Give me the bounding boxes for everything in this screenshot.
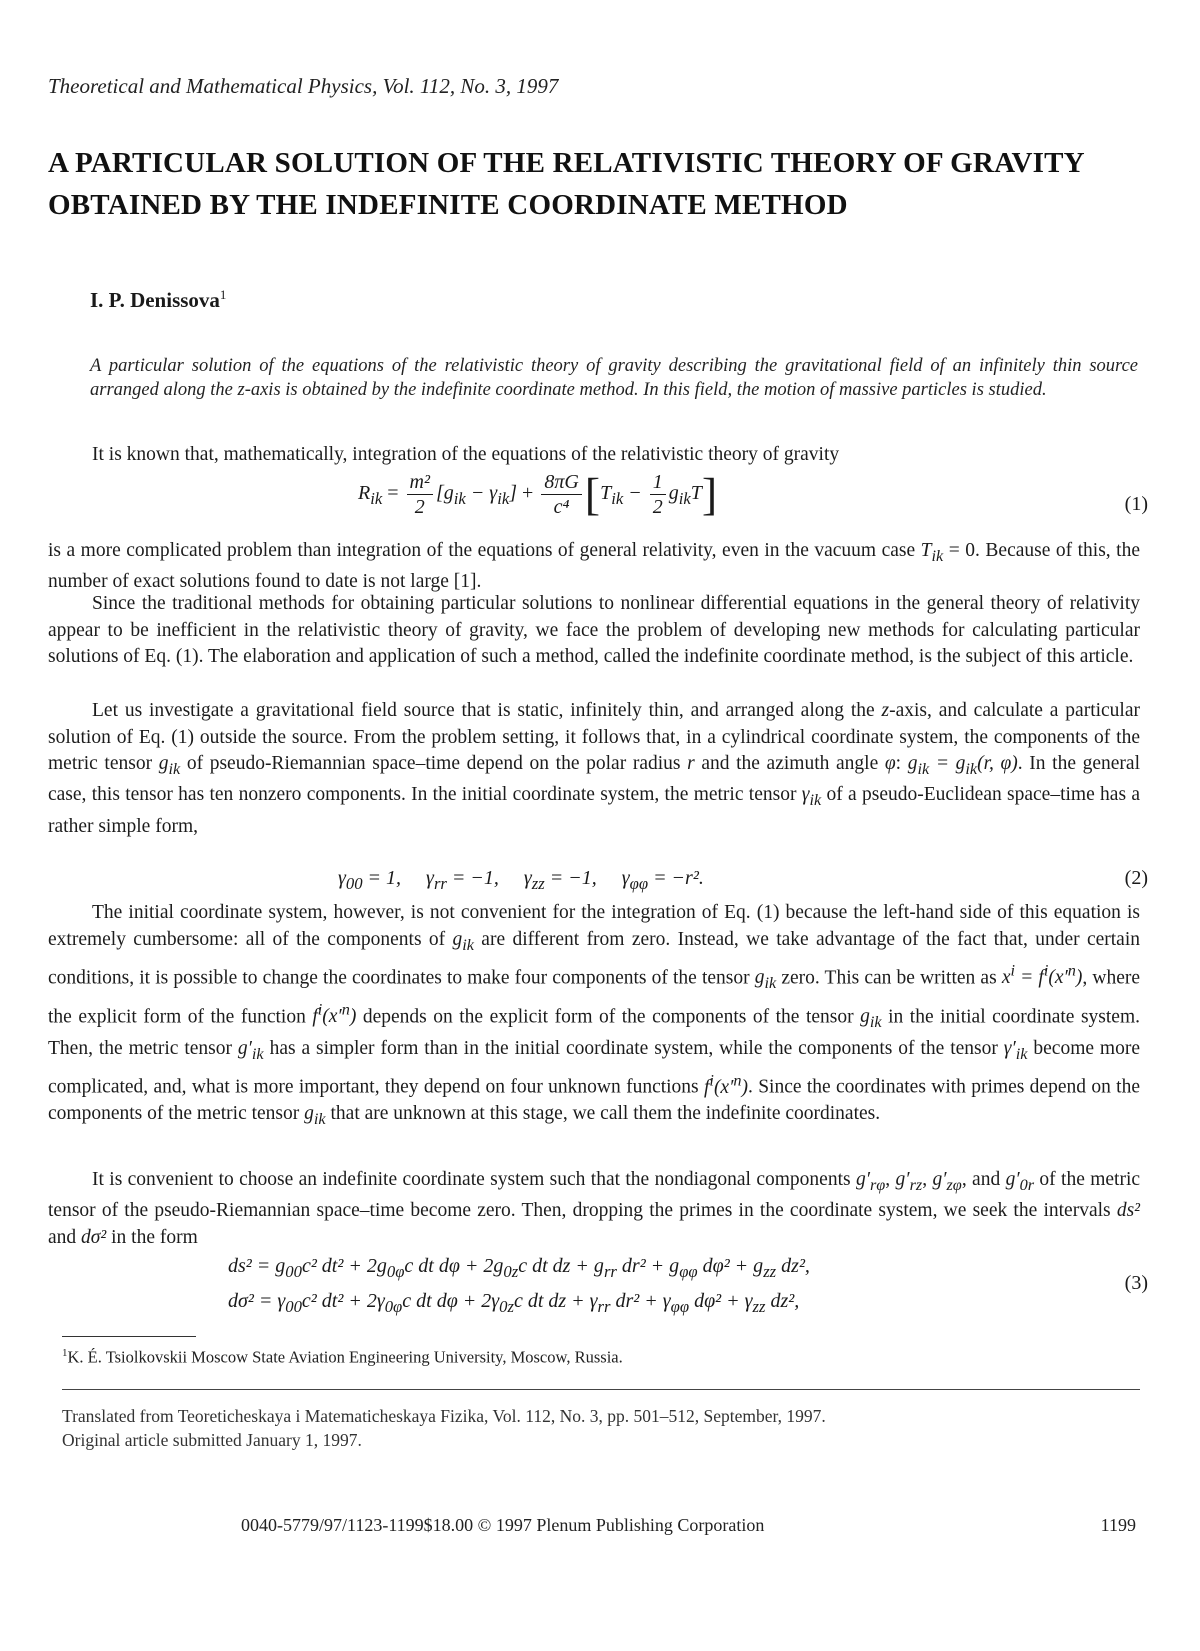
p5-g1: $g'_{r\varphi}$: [855, 1169, 886, 1194]
p5-dsig: dσ²: [81, 1226, 107, 1248]
p4-j: that are unknown at this stage, we call them the indefinite coordinates.: [325, 1103, 881, 1125]
eq1-g-part: $g_{ik}T$: [668, 482, 702, 509]
p3-g: of a pseudo-Euclidean space–time has a rather simple form,: [48, 784, 1141, 837]
translation-line-2: Original article submitted January 1, 1997.: [62, 1430, 362, 1450]
p3-a: Let us investigate a gravitational field source that is static, infinitely thin, and arranged along the: [92, 700, 882, 721]
paragraph-4: [48, 900, 1140, 1132]
translation-line-1: Translated from Teoreticheskaya i Matematicheskaya Fizika, Vol. 112, No. 3, pp. 501–512, September, 1997.: [62, 1406, 826, 1426]
author-footnote-mark: 1: [219, 287, 227, 302]
eq1-half-num: 1: [650, 470, 666, 495]
eq1-m2: m²: [407, 470, 433, 495]
p4-gik-1: $g_{ik}$: [452, 928, 474, 954]
p5-a: It is convenient to choose an indefinite coordinate system such that the nondiagonal components: [92, 1169, 856, 1190]
eq1-t-part: $T_{ik}$ −: [600, 482, 642, 509]
paragraph-3: [48, 698, 1140, 840]
equation-1-number: (1): [1124, 493, 1148, 515]
p-after1-sub: ik: [931, 546, 944, 565]
p4-gik-3: $g_{ik}$: [860, 1006, 882, 1032]
eq1-half-den: 2: [652, 496, 663, 518]
paragraph-5: [48, 1167, 1140, 1251]
paper-title: A PARTICULAR SOLUTION OF THE RELATIVISTIC THEORY OF GRAVITY OBTAINED BY THE INDEFINITE COORDINATE METHOD: [48, 147, 1084, 221]
p3-phi: φ: [884, 753, 896, 774]
copyright-line: 0040-5779/97/1123-1199$18.00 © 1997 Plenum Publishing Corporation: [241, 1515, 765, 1535]
p2-text: Since the traditional methods for obtaining particular solutions to nonlinear differential equations in the general theory of relativity appear to be inefficient in the relativistic theory of gravity, we face the problem of developing new methods for calculating particular solutions of Eq. (1). The elaboration and application of such a method, called the indefinite coordinate method, is the subject of this article.: [48, 593, 1140, 667]
p5-c: , and: [961, 1169, 1006, 1190]
p4-a: The initial coordinate system, however, is not convenient for the integration of Eq. (1) because the left-hand side of this equation is extremely cumbersome: all of the components of: [48, 902, 1140, 950]
eq1-bracket1: $[g_{ik} - \gamma_{ik}]$: [435, 482, 518, 509]
equation-2-number: (2): [1124, 867, 1148, 889]
p5-e: and: [48, 1226, 82, 1248]
page-number: 1199: [1100, 1515, 1136, 1535]
p4-gik-2: $g_{ik}$: [754, 967, 777, 993]
journal-citation: Theoretical and Mathematical Physics, Vol. 112, No. 3, 1997: [48, 74, 559, 98]
p3-e: :: [895, 753, 908, 774]
p4-c: zero. This can be written as: [776, 967, 1002, 989]
intro-text: It is known that, mathematically, integration of the equations of the relativistic theory of gravity: [92, 444, 840, 465]
p5-g4: $g'_{0r}$: [1005, 1169, 1035, 1194]
p4-fmap-2: $f^i(x'^n)$: [704, 1071, 748, 1098]
paragraph-after-eq1: [48, 538, 1140, 596]
equation-3-number: (3): [1124, 1272, 1148, 1294]
p4-b: are different from zero. Instead, we take advantage of the fact that, under certain conditions, it is possible to change the coordinates to make four components of the tensor: [48, 928, 1140, 989]
paragraph-2: [48, 591, 1140, 671]
p4-xmap: $x^i = f^i(x'^n)$: [1001, 961, 1083, 989]
p5-ds: ds²: [1116, 1200, 1140, 1222]
p4-gprime: $g'_{ik}$: [237, 1037, 264, 1063]
equation-3-line-2: $d\sigma^2 = \gamma_{00}c^2$ $dt^2 + 2\gamma_{0\varphi}c$ dt $d\varphi + 2\gamma_{0z}c$ dt dz + $\gamma_{rr}$ $dr^2 + \gamma_{\varphi\varphi}$ $d\varphi^2 + \gamma_{zz}$ dz²,: [228, 1290, 800, 1316]
eq1-coef-den: c⁴: [553, 496, 570, 518]
translation-note: [62, 1404, 1140, 1452]
intro-paragraph: [48, 442, 1140, 469]
footnote-mark: 1: [62, 1347, 68, 1359]
p4-fmap-1: $f^i(x'^n)$: [312, 1000, 357, 1028]
equation-1: $R_{ik}$ = $\frac{\text{m²}}{2}$ $[g_{ik} - \gamma_{ik}]$ + $\frac{8\pi G}{\text{c⁴}}$ [$T_{ik}$ − $\frac{1}{2}$ $g_{ik}T$]: [358, 468, 718, 520]
p4-h: become more complicated, and, what is more important, they depend on four unknown functions: [48, 1037, 1141, 1098]
eq1-lhs: R: [358, 482, 371, 505]
eq1-frac-m2: [407, 470, 433, 519]
p3-r: r: [687, 753, 695, 774]
p5-g2: $g'_{rz}$: [895, 1169, 923, 1194]
eq1-frac-coef: [541, 470, 581, 519]
eq1-two: 2: [414, 496, 425, 518]
p4-gammaprime: $\gamma'_{ik}$: [1003, 1037, 1028, 1063]
p3-d: and the azimuth angle: [694, 753, 885, 774]
eq1-coef-num: 8πG: [541, 470, 581, 495]
footnote-divider: [62, 1336, 196, 1337]
p5-f: in the form: [106, 1226, 198, 1248]
footnote-text: K. É. Tsiolkovskii Moscow State Aviation Engineering University, Moscow, Russia.: [67, 1347, 623, 1367]
p3-b: -axis, and calculate a particular solution of Eq. (1) outside the source. From the problem setting, it follows that, in a cylindrical coordinate system, the components of the metric tensor: [48, 700, 1140, 774]
equation-2: $\gamma_{00} = 1$, $\gamma_{rr} = -1$, $\gamma_{zz} = -1$, $\gamma_{\varphi\varphi} = -r^2$.: [338, 867, 704, 893]
p4-d: , where the explicit form of the function: [48, 967, 1141, 1028]
author-name: I. P. Denissova: [90, 288, 220, 312]
equation-3-line-1: $ds^2 = g_{00}c^2$ $dt^2 + 2g_{0\varphi}c$ dt $d\varphi + 2g_{0z}c$ dt dz + $g_{rr}$ $dr^2 + g_{\varphi\varphi}$ $d\varphi^2 + g_{zz}$ dz²,: [228, 1255, 810, 1281]
p4-i: . Since the coordinates with primes depend on the components of the metric tensor: [48, 1076, 1140, 1125]
p3-c: of pseudo-Riemannian space–time depend on the polar radius: [180, 753, 688, 774]
p4-f: in the initial coordinate system. Then, the metric tensor: [48, 1006, 1140, 1059]
abstract-text-2: -axis is obtained by the indefinite coordinate method. In this field, the motion of massive particles is studied.: [244, 380, 1047, 400]
p3-z: z: [881, 700, 890, 721]
abstract-text-1: A particular solution of the equations of the relativistic theory of gravity describing the gravitational field of an infinitely thin source arranged along the: [90, 356, 1138, 400]
p3-gikfun: $g_{ik} = g_{ik}(r$, φ): [907, 753, 1018, 778]
p4-gik-4: $g_{ik}$: [304, 1103, 326, 1128]
p4-g: has a simpler form than in the initial coordinate system, while the components of the tensor: [263, 1037, 1004, 1059]
eq1-lhs-sub: ik: [370, 489, 383, 509]
abstract: [90, 354, 1138, 402]
p-after1-a: is a more complicated problem than integration of the equations of general relativity, even in the vacuum case: [48, 540, 921, 561]
author-line: [90, 287, 226, 313]
p-after1-b: = 0. Because of this, the number of exact solutions found to date is not large [1].: [48, 540, 1141, 593]
eq1-frac-half: [650, 470, 666, 519]
p5-d: of the metric tensor of the pseudo-Riemannian space–time become zero. Then, dropping the primes in the coordinate system, we seek the intervals: [48, 1169, 1141, 1222]
p3-gammaik: $\gamma_{ik}$: [801, 784, 822, 810]
paper-page: [48, 0, 1148, 1651]
translation-divider: [62, 1389, 1140, 1390]
abstract-axis: z: [237, 380, 245, 400]
p5-g3: $g'_{z\varphi}$: [932, 1169, 962, 1194]
p5-b: ,: [885, 1169, 896, 1190]
p3-f: . In the general case, this tensor has ten nonzero components. In the initial coordinate system, the metric tensor: [48, 753, 1140, 806]
eq1-plus: +: [522, 482, 534, 505]
p5-comma: ,: [922, 1169, 933, 1190]
footnote: [62, 1347, 623, 1368]
p-after1-math: T: [920, 540, 932, 561]
p4-e: depends on the explicit form of the components of the tensor: [356, 1006, 861, 1028]
p3-gik: $g_{ik}$: [158, 753, 181, 778]
